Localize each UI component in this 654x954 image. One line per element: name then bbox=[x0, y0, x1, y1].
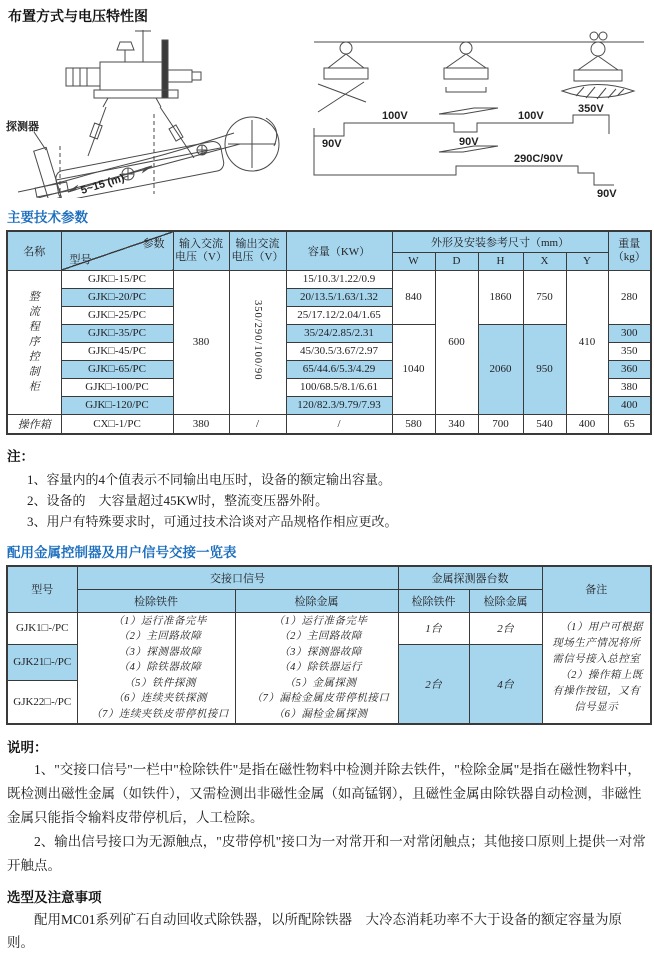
model-cell: GJK□-100/PC bbox=[61, 378, 173, 396]
model-cell: GJK22□-/PC bbox=[7, 680, 77, 724]
dim-h-cell: 2060 bbox=[478, 324, 523, 414]
input-voltage-cell: 380 bbox=[173, 270, 229, 414]
signal-item: （1）运行准备完毕 bbox=[273, 615, 368, 627]
header-model: 型号 bbox=[69, 253, 92, 266]
weight-cell: 350 bbox=[608, 342, 651, 360]
v100b-label: 100V bbox=[518, 110, 544, 122]
dim-x-cell: 950 bbox=[523, 324, 566, 414]
output-voltage-cell: / bbox=[229, 414, 286, 434]
input-voltage-cell: 380 bbox=[173, 414, 229, 434]
dim-x-cell: 750 bbox=[523, 270, 566, 324]
col-header-capacity: 容量（KW） bbox=[286, 231, 392, 270]
col-header-dimensions: 外形及安装参考尺寸（mm） bbox=[392, 231, 608, 252]
signal-item: （3）探测器故障 bbox=[118, 646, 202, 658]
col-header-name: 名称 bbox=[7, 231, 61, 270]
model-cell: CX□-1/PC bbox=[61, 414, 173, 434]
col-header-x: X bbox=[523, 252, 566, 270]
iron-count-cell: 1台 bbox=[398, 612, 469, 644]
output-voltage-cell bbox=[229, 270, 286, 414]
signal-item: （1）运行准备完毕 bbox=[113, 615, 207, 627]
model-cell: GJK□-25/PC bbox=[61, 306, 173, 324]
weight-cell: 280 bbox=[608, 270, 651, 324]
subheader-detector-iron: 检除铁件 bbox=[398, 589, 469, 612]
col-header-model-param bbox=[61, 231, 173, 270]
explanation-paragraph-2: 2、输出信号接口为无源触点，"皮带停机"接口为一对常开和一对常闭触点；其他接口原则上提供一对常开触点。 bbox=[7, 834, 646, 873]
note-item: 3、用户有特殊要求时，可通过技术洽谈对产品规格作相应更改。 bbox=[27, 514, 398, 529]
signal-item: （2）主回路故障 bbox=[118, 631, 202, 642]
selection-paragraph: 配用MC01系列矿石自动回收式除铁器，以所配除铁器 大冷态消耗功率不大于设备的额定容量为原则。 bbox=[7, 912, 623, 950]
dim-w-cell: 1040 bbox=[392, 324, 435, 414]
remark-item: （1）用户可根据现场生产情况将所需信号接入总控室 bbox=[552, 621, 643, 665]
col-header-d: D bbox=[435, 252, 478, 270]
tech-params-table bbox=[6, 230, 652, 435]
signal-item: （7）连续夹铁皮带停机接口 bbox=[91, 708, 229, 720]
weight-cell: 360 bbox=[608, 360, 651, 378]
detector-label: 探测器 bbox=[6, 121, 39, 133]
selection-heading: 选型及注意事项 bbox=[7, 890, 102, 905]
explanation-heading: 说明： bbox=[7, 740, 48, 755]
signal-item: （3）探测器故障 bbox=[279, 646, 362, 658]
v100a-label: 100V bbox=[382, 110, 408, 122]
output-voltage-text: 350/290/100/90 bbox=[252, 300, 263, 381]
col-header-signals: 交接口信号 bbox=[77, 566, 398, 589]
signal-item: （4）除铁器运行 bbox=[279, 662, 362, 673]
weight-cell: 65 bbox=[608, 414, 651, 434]
page-title: 布置方式与电压特性图 bbox=[8, 8, 148, 24]
signal-item: （5）金属探测 bbox=[284, 677, 357, 689]
col-header-detector-count: 金属探测器台数 bbox=[398, 566, 542, 589]
table-row bbox=[7, 612, 651, 644]
capacity-cell: / bbox=[286, 414, 392, 434]
col-header-model: 型号 bbox=[7, 566, 77, 612]
remark-item: （2）操作箱上既有操作按钮，又有信号显示 bbox=[552, 669, 643, 713]
col-header-remark: 备注 bbox=[542, 566, 651, 612]
metal-count-cell: 2台 bbox=[469, 612, 542, 644]
output-voltage-line1: 输出交流 bbox=[235, 237, 280, 250]
iron-count-cell: 2台 bbox=[398, 644, 469, 724]
v90b-label: 90V bbox=[459, 136, 479, 148]
note-item: 2、设备的 大容量超过45KW时，整流变压器外附。 bbox=[27, 493, 329, 508]
distance-label: 5~15 (m) bbox=[79, 172, 126, 197]
capacity-cell: 25/17.12/2.04/1.65 bbox=[286, 306, 392, 324]
model-cell: GJK□-20/PC bbox=[61, 288, 173, 306]
model-cell: GJK□-35/PC bbox=[61, 324, 173, 342]
input-voltage-line1: 输入交流 bbox=[179, 237, 223, 250]
col-header-weight bbox=[608, 231, 651, 270]
table-row bbox=[7, 270, 651, 288]
capacity-cell: 100/68.5/8.1/6.61 bbox=[286, 378, 392, 396]
signal-item: （6）漏检金属探测 bbox=[273, 708, 368, 720]
v290-label: 290C/90V bbox=[514, 153, 563, 165]
col-header-input-voltage bbox=[173, 231, 229, 270]
capacity-cell: 15/10.3/1.22/0.9 bbox=[286, 270, 392, 288]
signal-table bbox=[6, 565, 652, 725]
table-row bbox=[7, 324, 651, 342]
signal-item: （2）主回路故障 bbox=[279, 631, 362, 642]
notes-heading: 注： bbox=[7, 449, 34, 464]
v90a-label: 90V bbox=[322, 138, 342, 150]
subheader-iron: 检除铁件 bbox=[77, 589, 235, 612]
signal-item: （7）漏检金属皮带停机接口 bbox=[251, 693, 390, 704]
op-name-cell: 操作箱 bbox=[7, 414, 61, 434]
weight-line1: 重量 bbox=[618, 237, 641, 250]
model-cell: GJK□-45/PC bbox=[61, 342, 173, 360]
dim-h-cell: 1860 bbox=[478, 270, 523, 324]
weight-cell: 380 bbox=[608, 378, 651, 396]
dim-w-cell: 580 bbox=[392, 414, 435, 434]
col-header-output-voltage bbox=[229, 231, 286, 270]
tech-params-heading: 主要技术参数 bbox=[7, 210, 88, 225]
table-row bbox=[7, 414, 651, 434]
capacity-cell: 45/30.5/3.67/2.97 bbox=[286, 342, 392, 360]
model-cell: GJK□-65/PC bbox=[61, 360, 173, 378]
weight-line2: （kg） bbox=[612, 250, 646, 263]
subheader-metal: 检除金属 bbox=[235, 589, 398, 612]
v90c-label: 90V bbox=[597, 188, 617, 198]
signal-table-heading: 配用金属控制器及用户信号交接一览表 bbox=[7, 545, 237, 560]
group-name-cell bbox=[7, 270, 61, 414]
capacity-cell: 65/44.6/5.3/4.29 bbox=[286, 360, 392, 378]
note-item: 1、容量内的4个值表示不同输出电压时，设备的额定输出容量。 bbox=[27, 472, 392, 487]
signal-item: （4）除铁器故障 bbox=[118, 662, 202, 673]
col-header-h: H bbox=[478, 252, 523, 270]
subheader-detector-metal: 检除金属 bbox=[469, 589, 542, 612]
weight-cell: 400 bbox=[608, 396, 651, 414]
dim-y-cell: 410 bbox=[566, 270, 608, 414]
dim-x-cell: 540 bbox=[523, 414, 566, 434]
dim-w-cell: 840 bbox=[392, 270, 435, 324]
metal-count-cell: 4台 bbox=[469, 644, 542, 724]
capacity-cell: 20/13.5/1.63/1.32 bbox=[286, 288, 392, 306]
model-cell: GJK1□-/PC bbox=[7, 612, 77, 644]
model-cell: GJK□-15/PC bbox=[61, 270, 173, 288]
layout-diagram bbox=[4, 28, 306, 198]
signal-item: （6）连续夹铁探测 bbox=[113, 693, 207, 704]
dim-d-cell: 340 bbox=[435, 414, 478, 434]
weight-cell: 300 bbox=[608, 324, 651, 342]
explanation-paragraph-1: 1、"交接口信号"一栏中"检除铁件"是指在磁性物料中检测并除去铁件，"检除金属"是指在磁性物料中，既检测出磁性金属（如铁件），又需检测出非磁性金属（如高锰钢），且磁性金属由除铁器自动检测，非磁性金属只能指令输料皮带停机后，人工检除。 bbox=[7, 762, 642, 825]
iron-signal-list bbox=[77, 612, 235, 724]
diagrams-row bbox=[4, 28, 654, 198]
col-header-y: Y bbox=[566, 252, 608, 270]
voltage-diagram bbox=[306, 28, 651, 198]
dim-h-cell: 700 bbox=[478, 414, 523, 434]
col-header-w: W bbox=[392, 252, 435, 270]
header-param: 参数 bbox=[142, 238, 165, 250]
capacity-cell: 120/82.3/9.79/7.93 bbox=[286, 396, 392, 414]
v350-label: 350V bbox=[578, 103, 604, 115]
group-name-text: 整流程序控制柜 bbox=[28, 290, 40, 393]
model-cell: GJK21□-/PC bbox=[7, 644, 77, 680]
output-voltage-line2: 电压（V） bbox=[231, 250, 284, 263]
capacity-cell: 35/24/2.85/2.31 bbox=[286, 324, 392, 342]
dim-y-cell: 400 bbox=[566, 414, 608, 434]
input-voltage-line2: 电压（V） bbox=[175, 250, 227, 263]
model-cell: GJK□-120/PC bbox=[61, 396, 173, 414]
metal-signal-list bbox=[235, 612, 398, 724]
dim-d-cell: 600 bbox=[435, 270, 478, 414]
signal-item: （5）铁件探测 bbox=[124, 677, 196, 689]
remark-cell bbox=[542, 612, 651, 724]
